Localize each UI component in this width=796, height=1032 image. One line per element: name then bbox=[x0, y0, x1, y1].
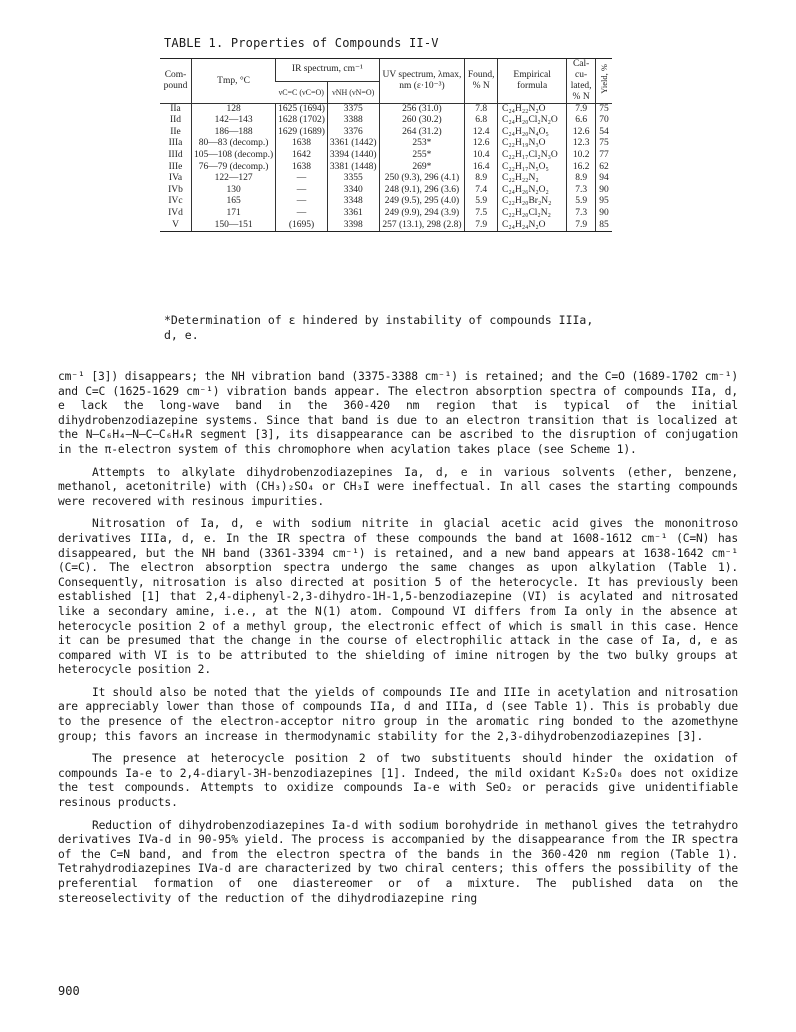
table-row bbox=[160, 196, 612, 208]
cell-ir-nh: 3381 (1448) bbox=[327, 161, 379, 173]
cell-calculated: 7.9 bbox=[567, 104, 596, 116]
cell-found: 16.4 bbox=[465, 161, 498, 173]
cell-compound: IIIe bbox=[168, 161, 183, 172]
cell-tmp: 150—151 bbox=[192, 219, 276, 231]
cell-formula: C₂₂H₁₇N₅O₅ bbox=[498, 161, 567, 173]
table-row bbox=[160, 219, 612, 231]
cell-compound: V bbox=[160, 219, 192, 231]
cell-compound: IIe bbox=[170, 126, 181, 137]
cell-tmp: 128 bbox=[192, 104, 276, 116]
cell-yield: 54 bbox=[596, 127, 613, 139]
cell-calculated: 6.6 bbox=[567, 115, 596, 127]
cell-found: 5.9 bbox=[465, 196, 498, 208]
cell-compound: IIId bbox=[168, 150, 183, 161]
cell-yield: 70 bbox=[596, 115, 613, 127]
cell-uv: 256 (31.0) bbox=[379, 104, 465, 116]
cell-tmp: 186—188 bbox=[192, 127, 276, 139]
cell-compound: IVa bbox=[168, 173, 183, 184]
paragraph: Attempts to alkylate dihydrobenzodiazepines Ia, d, e in various solvents (ether, benzene, methanol, acetonitrile) with (CH₃)₂SO₄ or CH₃I were ineffectual. In all cases the starting compounds were recovered with resinous impurities. bbox=[58, 465, 738, 508]
table-row bbox=[160, 115, 612, 127]
header-formula: Empirical formula bbox=[498, 59, 567, 104]
header-tmp: Tmp, °C bbox=[192, 59, 276, 104]
paragraph: The presence at heterocycle position 2 of two substituents should hinder the oxidation of compounds Ia-e to 2,4-diaryl-3H-benzodiazepines [1]. Indeed, the mild oxidant K₂S₂O₈ does not oxidize the test compounds. Attempts to oxidize compounds Ia-e with SeO₂ or peracids give unidentifiable resinous products. bbox=[58, 752, 738, 810]
cell-yield: 90 bbox=[596, 208, 613, 220]
table-row bbox=[160, 104, 612, 116]
cell-calculated: 5.9 bbox=[567, 196, 596, 208]
cell-ir-cc: — bbox=[276, 196, 328, 208]
cell-found: 12.6 bbox=[465, 138, 498, 150]
cell-uv: 264 (31.2) bbox=[379, 127, 465, 139]
cell-ir-cc: — bbox=[276, 208, 328, 220]
cell-uv: 249 (9.5), 295 (4.0) bbox=[379, 196, 465, 208]
cell-formula: C₂₄H₂₄N₂O bbox=[498, 219, 567, 231]
cell-found: 10.4 bbox=[465, 150, 498, 162]
header-ir-nh: νNH (νN=O) bbox=[327, 81, 379, 104]
cell-uv: 250 (9.3), 296 (4.1) bbox=[379, 173, 465, 185]
cell-ir-cc: (1695) bbox=[276, 219, 328, 231]
cell-calculated: 16.2 bbox=[567, 161, 596, 173]
cell-found: 6.8 bbox=[465, 115, 498, 127]
cell-tmp: 122—127 bbox=[192, 173, 276, 185]
cell-uv: 269* bbox=[379, 161, 465, 173]
cell-calculated: 8.9 bbox=[567, 173, 596, 185]
cell-yield: 75 bbox=[596, 104, 613, 116]
cell-found: 12.4 bbox=[465, 127, 498, 139]
cell-uv: 248 (9.1), 296 (3.6) bbox=[379, 185, 465, 197]
header-ir: IR spectrum, cm⁻¹ bbox=[276, 59, 379, 82]
cell-calculated: 12.3 bbox=[567, 138, 596, 150]
table-header bbox=[160, 59, 612, 104]
cell-tmp: 105—108 (decomp.) bbox=[192, 150, 276, 162]
cell-calculated: 12.6 bbox=[567, 127, 596, 139]
cell-tmp: 165 bbox=[192, 196, 276, 208]
cell-ir-nh: 3340 bbox=[327, 185, 379, 197]
cell-ir-cc: 1625 (1694) bbox=[276, 104, 328, 116]
cell-found: 7.4 bbox=[465, 185, 498, 197]
cell-yield: 94 bbox=[596, 173, 613, 185]
paragraph: It should also be noted that the yields of compounds IIe and IIIe in acetylation and nitrosation are appreciably lower than those of compounds IIa, d and IIIa, d (see Table 1). This is probably due to the presence of the electron-acceptor nitro group in the aromatic ring bonded to the azomethyne group; this favors an increase in thermodynamic stability for the 2,3-dihydrobenzodiazepines [3]. bbox=[58, 685, 738, 743]
page-number: 900 bbox=[58, 984, 80, 998]
table-row bbox=[160, 150, 612, 162]
cell-calculated: 7.3 bbox=[567, 185, 596, 197]
cell-ir-cc: 1629 (1689) bbox=[276, 127, 328, 139]
cell-formula: C₂₄H₂₀Cl₂N₂O bbox=[498, 115, 567, 127]
cell-ir-nh: 3394 (1440) bbox=[327, 150, 379, 162]
cell-calculated: 7.3 bbox=[567, 208, 596, 220]
cell-yield: 77 bbox=[596, 150, 613, 162]
table-footnote: *Determination of ε hindered by instability of compounds IIIa, d, e. bbox=[164, 313, 594, 342]
cell-ir-cc: — bbox=[276, 185, 328, 197]
cell-formula: C₂₄H₂₂N₂O bbox=[498, 104, 567, 116]
cell-compound: IVb bbox=[168, 184, 183, 195]
paragraph: Nitrosation of Ia, d, e with sodium nitrite in glacial acetic acid gives the mononitroso derivatives IIIa, d, e. In the IR spectra of these compounds the band at 1608-1612 cm⁻¹ (C=N) has disappeared, but the NH band (3361-3394 cm⁻¹) is retained, and a new band appears at 1638-1642 cm⁻¹ (C=C). The electron absorption spectra undergo the same changes as upon alkylation (Table 1). Consequently, nitrosation is also directed at position 5 of the heterocycle. It has previously been established [1] that 2,4-diphenyl-2,3-dihydro-1H-1,5-benzodiazepine (VI) is acylated and nitrosated like a secondary amine, i.e., at the N(1) atom. Compound VI differs from Ia only in the absence at heterocycle position 2 of a methyl group, the electronic effect of which is small in this case. Hence it can be presumed that the change in the course of electrophilic attack in the case of Ia, d, e as compared with VI is to be attributed to the shielding of imine nitrogen by the two bulky groups at heterocycle position 2. bbox=[58, 517, 738, 677]
cell-uv: 249 (9.9), 294 (3.9) bbox=[379, 208, 465, 220]
cell-ir-nh: 3375 bbox=[327, 104, 379, 116]
cell-found: 8.9 bbox=[465, 173, 498, 185]
header-ir-cc: νC=C (νC=O) bbox=[276, 81, 328, 104]
header-compound: Com- pound bbox=[160, 59, 192, 104]
cell-formula: C₂₄H₂₀N₄O₅ bbox=[498, 127, 567, 139]
body-text bbox=[58, 370, 738, 914]
cell-formula: C₂₂H₂₀Br₂N₂ bbox=[498, 196, 567, 208]
cell-compound: IVd bbox=[168, 208, 183, 219]
table-caption: TABLE 1. Properties of Compounds II-V bbox=[164, 36, 439, 50]
cell-ir-cc: 1638 bbox=[276, 161, 328, 173]
cell-ir-nh: 3355 bbox=[327, 173, 379, 185]
cell-tmp: 80—83 (decomp.) bbox=[192, 138, 276, 150]
table-body bbox=[160, 104, 612, 232]
table-row bbox=[160, 208, 612, 220]
cell-formula: C₂₂H₁₇Cl₂N₃O bbox=[498, 150, 567, 162]
cell-uv: 253* bbox=[379, 138, 465, 150]
cell-calculated: 10.2 bbox=[567, 150, 596, 162]
cell-formula: C₂₂H₂₂N₂ bbox=[498, 173, 567, 185]
cell-uv: 257 (13.1), 298 (2.8) bbox=[379, 219, 465, 231]
cell-ir-nh: 3348 bbox=[327, 196, 379, 208]
cell-compound: IVc bbox=[168, 196, 183, 207]
header-found: Found, % N bbox=[465, 59, 498, 104]
cell-yield: 95 bbox=[596, 196, 613, 208]
header-yield bbox=[596, 59, 613, 104]
cell-yield: 75 bbox=[596, 138, 613, 150]
header-uv: UV spectrum, λmax, nm (ε·10⁻³) bbox=[379, 59, 465, 104]
cell-formula: C₂₂H₁₉N₃O bbox=[498, 138, 567, 150]
cell-found: 7.8 bbox=[465, 104, 498, 116]
cell-compound: IIa bbox=[170, 104, 181, 114]
cell-yield: 85 bbox=[596, 219, 613, 231]
cell-ir-cc: — bbox=[276, 173, 328, 185]
cell-formula: C₂₄H₂₆N₂O₂ bbox=[498, 185, 567, 197]
cell-tmp: 76—79 (decomp.) bbox=[192, 161, 276, 173]
cell-yield: 90 bbox=[596, 185, 613, 197]
table-row bbox=[160, 161, 612, 173]
paragraph: Reduction of dihydrobenzodiazepines Ia-d with sodium borohydride in methanol gives the tetrahydro derivatives IVa-d in 90-95% yield. The process is accompanied by the disappearance from the IR spectra of the C=N band, and from the electron spectra of the bands in the 360-420 nm region (Table 1). Tetrahydrodiazepines IVa-d are characterized by two chiral centers; this offers the possibility of the preferential formation of one diastereomer or of a mixture. The published data on the stereoselectivity of the reduction of the dihydrodiazepine ring bbox=[58, 818, 738, 905]
cell-compound: IId bbox=[169, 115, 182, 126]
properties-table bbox=[160, 58, 612, 232]
cell-uv: 260 (30.2) bbox=[379, 115, 465, 127]
cell-ir-nh: 3388 bbox=[327, 115, 379, 127]
table-row bbox=[160, 127, 612, 139]
cell-ir-nh: 3376 bbox=[327, 127, 379, 139]
cell-formula: C₂₂H₂₀Cl₂N₂ bbox=[498, 208, 567, 220]
cell-tmp: 130 bbox=[192, 185, 276, 197]
cell-ir-nh: 3361 (1442) bbox=[327, 138, 379, 150]
cell-compound: IIIa bbox=[168, 138, 183, 149]
header-yield-label: Yield, % bbox=[598, 64, 609, 94]
cell-uv: 255* bbox=[379, 150, 465, 162]
cell-ir-cc: 1628 (1702) bbox=[276, 115, 328, 127]
cell-ir-nh: 3398 bbox=[327, 219, 379, 231]
table-row bbox=[160, 185, 612, 197]
table-row bbox=[160, 138, 612, 150]
cell-tmp: 171 bbox=[192, 208, 276, 220]
cell-ir-cc: 1642 bbox=[276, 150, 328, 162]
table-row bbox=[160, 173, 612, 185]
cell-yield: 62 bbox=[596, 161, 613, 173]
header-calculated: Cal- cu- lated, % N bbox=[567, 59, 596, 104]
paragraph: cm⁻¹ [3]) disappears; the NH vibration band (3375-3388 cm⁻¹) is retained; and the C=O (1689-1702 cm⁻¹) and C=C (1625-1629 cm⁻¹) vibration bands appear. The electron absorption spectra of compounds IIa, d, e lack the long-wave band in the 360-420 nm region that is typical of the initial dihydrobenzodiazepine systems. Since that band is due to an electron transition that is localized at the N–C₆H₄–N–C–C₆H₄R segment [3], its disappearance can be ascribed to the disruption of conjugation in the π-electron system of this chromophore when acylation takes place (see Scheme 1). bbox=[58, 370, 738, 456]
cell-found: 7.9 bbox=[465, 219, 498, 231]
cell-tmp: 142—143 bbox=[192, 115, 276, 127]
cell-calculated: 7.9 bbox=[567, 219, 596, 231]
cell-ir-cc: 1638 bbox=[276, 138, 328, 150]
cell-ir-nh: 3361 bbox=[327, 208, 379, 220]
cell-found: 7.5 bbox=[465, 208, 498, 220]
